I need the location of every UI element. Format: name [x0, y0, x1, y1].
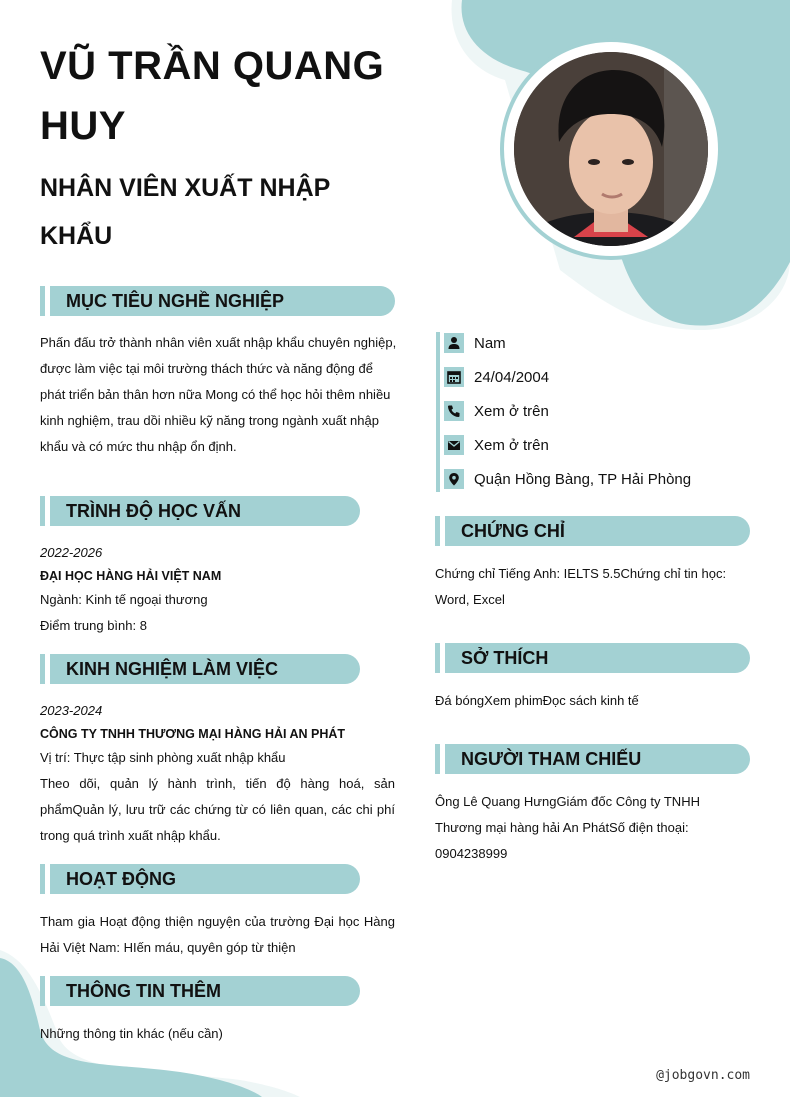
section-title: KINH NGHIỆM LÀM VIỆC	[66, 659, 279, 679]
contact-gender	[444, 332, 506, 354]
contact-address	[444, 468, 691, 490]
section-title: CHỨNG CHỈ	[461, 521, 565, 541]
section-accent-bar	[40, 864, 45, 894]
job-title: NHÂN VIÊN XUẤT NHẬP KHẨU	[40, 174, 330, 250]
section-header-certificates	[445, 516, 750, 546]
section-header-references	[445, 744, 750, 774]
references-text: Ông Lê Quang HưngGiám đốc Công ty TNHH Thương mại hàng hải An PhátSố điện thoại: 0904238999	[435, 794, 700, 861]
section-title: NGƯỜI THAM CHIẾU	[461, 749, 642, 769]
contact-email-value: Xem ở trên	[474, 436, 549, 454]
location-icon	[444, 469, 464, 489]
person-icon	[444, 333, 464, 353]
section-title: HOẠT ĐỘNG	[66, 869, 176, 889]
mail-icon	[444, 435, 464, 455]
section-accent-bar	[435, 643, 440, 673]
contact-accent-bar	[436, 332, 440, 492]
contact-birthday	[444, 366, 549, 388]
certificates-text: Chứng chỉ Tiếng Anh: IELTS 5.5Chứng chỉ tin học: Word, Excel	[435, 566, 727, 607]
section-accent-bar	[40, 654, 45, 684]
section-title: SỞ THÍCH	[461, 648, 549, 668]
section-accent-bar	[435, 744, 440, 774]
phone-icon	[444, 401, 464, 421]
contact-address-value: Quận Hồng Bàng, TP Hải Phòng	[474, 470, 692, 488]
candidate-name: VŨ TRẦN QUANG HUY	[40, 44, 385, 148]
education-major: Ngành: Kinh tế ngoại thương	[40, 592, 208, 607]
objective-text: Phấn đấu trở thành nhân viên xuất nhập khẩu chuyên nghiệp, được làm việc tại môi trường thách thức và năng động để phát triển bản thân hơn nữa Mong có thể học hỏi thêm nhiều kinh nghiệm, trau dồi nhiều kỹ năng trong ngành xuất nhập khẩu và có mức thu nhập ổn định.	[40, 335, 397, 454]
section-header-activities	[50, 864, 360, 894]
experience-company: CÔNG TY TNHH THƯƠNG MẠI HÀNG HẢI AN PHÁT	[40, 727, 346, 741]
section-title: MỤC TIÊU NGHỀ NGHIỆP	[66, 291, 285, 311]
hobbies-text: Đá bóngXem phimĐọc sách kinh tế	[435, 693, 639, 708]
section-header-hobbies	[445, 643, 750, 673]
section-header-experience	[50, 654, 360, 684]
avatar-icon	[514, 52, 708, 246]
calendar-icon	[444, 367, 464, 387]
contact-birthday-value: 24/04/2004	[474, 368, 550, 386]
section-header-education	[50, 496, 360, 526]
section-accent-bar	[435, 516, 440, 546]
education-gpa: Điểm trung bình: 8	[40, 618, 147, 633]
footer-watermark: @jobgovn.com	[656, 1068, 750, 1083]
section-accent-bar	[40, 286, 45, 316]
experience-description: Theo dõi, quản lý hành trình, tiến độ hàng hoá, sản phẩmQuản lý, lưu trữ các chứng từ có liên quan, các chi phí trong quá trình xuất nhập khẩu.	[40, 776, 395, 843]
experience-period: 2023-2024	[40, 703, 103, 718]
section-header-objective	[50, 286, 395, 316]
activities-text: Tham gia Hoạt động thiện nguyện của trường Đại học Hàng Hải Việt Nam: HIến máu, quyên góp từ thiện	[40, 914, 395, 955]
section-accent-bar	[40, 976, 45, 1006]
experience-position: Vị trí: Thực tập sinh phòng xuất nhập khẩu	[40, 750, 286, 765]
additional-text: Những thông tin khác (nếu cần)	[40, 1026, 223, 1041]
contact-phone	[444, 400, 549, 422]
section-accent-bar	[40, 496, 45, 526]
contact-phone-value: Xem ở trên	[474, 402, 549, 420]
contact-email	[444, 434, 549, 456]
section-header-additional	[50, 976, 360, 1006]
section-title: TRÌNH ĐỘ HỌC VẤN	[66, 501, 241, 521]
contact-gender-value: Nam	[474, 334, 506, 352]
education-school: ĐẠI HỌC HÀNG HẢI VIỆT NAM	[40, 569, 222, 583]
profile-photo	[514, 52, 708, 246]
section-title: THÔNG TIN THÊM	[66, 981, 221, 1001]
profile-photo-frame	[500, 38, 722, 260]
education-period: 2022-2026	[40, 545, 103, 560]
